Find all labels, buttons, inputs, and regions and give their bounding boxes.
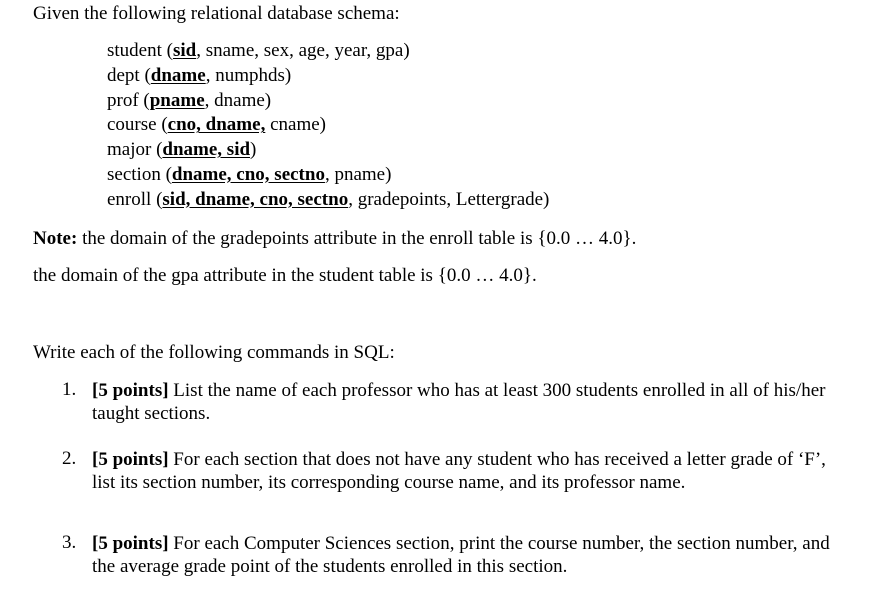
relation-attributes: , sname, sex, age, year, gpa) [196, 40, 410, 61]
relation-name: dept ( [107, 64, 151, 86]
relation-name: prof ( [107, 89, 150, 111]
schema-relation-major [107, 139, 549, 164]
question-2 [62, 448, 852, 494]
relation-attributes: ) [250, 139, 257, 161]
note-gpa: the domain of the gpa attribute in the student table is {0.0 … 4.0}. [33, 265, 537, 286]
relation-name: section ( [107, 163, 172, 185]
question-3 [62, 532, 852, 578]
relation-name: student ( [107, 40, 173, 61]
relation-attributes: cname) [265, 114, 326, 136]
schema-relation-enroll [107, 189, 549, 214]
schema-relation-student [107, 40, 549, 65]
question-text: List the name of each professor who has at least 300 students enrolled in all of his/her taught sections. [92, 380, 826, 424]
note-gradepoints [33, 228, 636, 251]
question-number: 1. [62, 379, 77, 400]
question-points: [5 points] [92, 533, 169, 554]
primary-key: sid [172, 40, 197, 61]
note-label: Note: [33, 228, 78, 249]
relation-attributes: , dname) [204, 89, 272, 111]
primary-key: sid, dname, cno, sectno [162, 188, 349, 210]
intro-text: Given the following relational database schema: [33, 3, 400, 24]
question-text: For each Computer Sciences section, print the course number, the section number, and the average grade point of the students enrolled in this section. [92, 533, 830, 577]
question-1 [62, 379, 852, 425]
relation-attributes: , gradepoints, Lettergrade) [348, 188, 550, 210]
schema-relation-section [107, 164, 549, 189]
question-points: [5 points] [92, 449, 169, 470]
relation-name: major ( [107, 139, 163, 161]
primary-key: dname, sid [162, 139, 251, 161]
schema-relation-dept [107, 65, 549, 90]
note-gradepoints-text: the domain of the gradepoints attribute in the enroll table is {0.0 … 4.0}. [77, 228, 637, 249]
question-body [92, 379, 852, 425]
relation-attributes: , pname) [324, 163, 392, 185]
schema-relation-course [107, 114, 549, 139]
schema-relation-prof [107, 90, 549, 115]
question-points: [5 points] [92, 380, 169, 401]
primary-key: pname [149, 89, 205, 111]
relation-name: course ( [107, 114, 168, 136]
question-body [92, 448, 852, 494]
question-body [92, 532, 852, 578]
instruction-text: Write each of the following commands in SQL: [33, 342, 395, 363]
relation-attributes: , numphds) [205, 64, 292, 86]
question-number: 2. [62, 448, 77, 469]
question-number: 3. [62, 532, 77, 553]
primary-key: cno, dname, [167, 114, 266, 136]
schema-list [107, 40, 549, 214]
primary-key: dname, cno, sectno [171, 163, 325, 185]
primary-key: dname [150, 64, 206, 86]
relation-name: enroll ( [107, 188, 163, 210]
question-text: For each section that does not have any student who has received a letter grade of ‘F’, list its section number, its corresponding course name, and its professor name. [92, 449, 826, 493]
